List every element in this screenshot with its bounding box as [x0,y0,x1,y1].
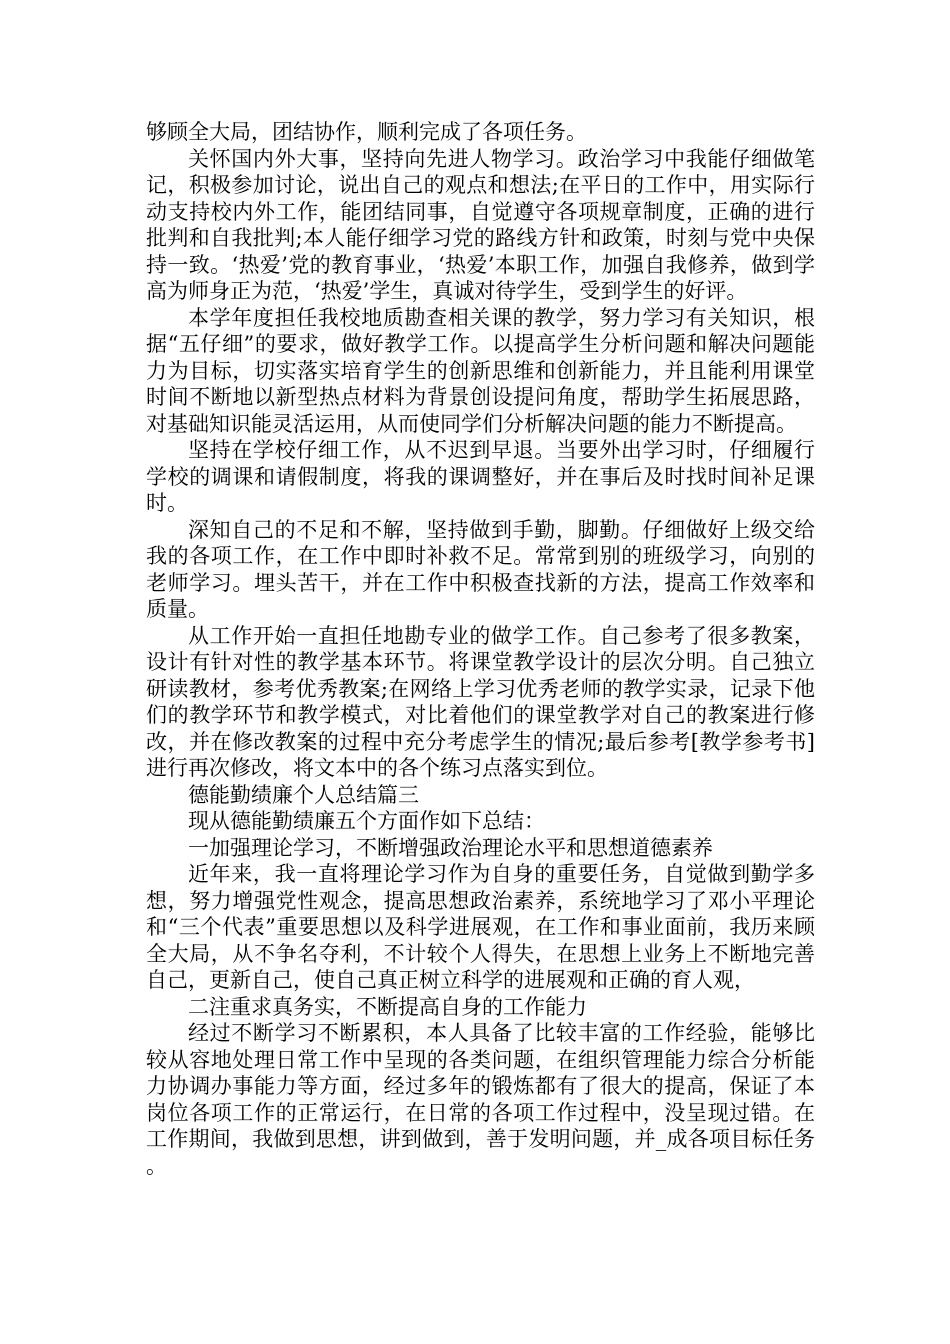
subsection-heading: 一加强理论学习，不断增强政治理论水平和思想道德素养 [188,835,713,860]
paragraph: 坚持在学校仔细工作，从不迟到早退。当要外出学习时，仔细履行学校的调课和请假制度，将我的课调整好，并在事后及时找时间补足课时。 [146,438,815,515]
paragraph: 近年来，我一直将理论学习作为自身的重要任务，自觉做到勤学多想，努力增强党性观念，提高思想政治素养，系统地学习了邓小平理论和“三个代表”重要思想以及科学进展观，在工作和事业面前，我历来顾全大局，从不争名夺利，不计较个人得失，在思想上业务上不断地完善自己，更新自己，使自己真正树立科学的进展观和正确的育人观， [146,862,815,992]
document-body [146,119,815,1179]
section-heading: 德能勤绩廉个人总结篇三 [188,782,419,807]
subsection-heading: 二注重求真务实，不断提高自身的工作能力 [188,994,587,1019]
paragraph: 够顾全大局，团结协作，顺利完成了各项任务。 [146,120,587,144]
paragraph: 关怀国内外大事，坚持向先进人物学习。政治学习中我能仔细做笔记，积极参加讨论，说出自己的观点和想法;在平日的工作中，用实际行动支持校内外工作，能团结同事，自觉遵守各项规章制度，正确的进行批判和自我批判;本人能仔细学习党的路线方针和政策，时刻与党中央保持一致。‘热爱’党的教育事业，‘热爱’本职工作，加强自我修养，做到学高为师身正为范，‘热爱’学生，真诚对待学生，受到学生的好评。 [146,146,815,303]
paragraph: 深知自己的不足和不解，坚持做到手勤，脚勤。仔细做好上级交给我的各项工作，在工作中即时补救不足。常常到别的班级学习，向别的老师学习。埋头苦干，并在工作中积极查找新的方法，提高工作效率和质量。 [146,517,815,621]
paragraph: 从工作开始一直担任地勘专业的做学工作。自己参考了很多教案，设计有针对性的教学基本环节。将课堂教学设计的层次分明。自己独立研读教材，参考优秀教案;在网络上学习优秀老师的教学实录，记录下他们的教学环节和教学模式，对比着他们的课堂教学对自己的教案进行修改，并在修改教案的过程中充分考虑学生的情况;最后参考[教学参考书]进行再次修改，将文本中的各个练习点落实到位。 [146,623,815,780]
paragraph: 经过不断学习不断累积，本人具备了比较丰富的工作经验，能够比较从容地处理日常工作中呈现的各类问题，在组织管理能力综合分析能力协调办事能力等方面，经过多年的锻炼都有了很大的提高，保证了本岗位各项工作的正常运行，在日常的各项工作过程中，没呈现过错。在工作期间，我做到思想，讲到做到，善于发明问题，并_成各项目标任务。 [146,1021,815,1178]
paragraph: 本学年度担任我校地质勘查相关课的教学，努力学习有关知识，根据“五仔细”的要求，做好教学工作。以提高学生分析问题和解决问题能力为目标，切实落实培育学生的创新思维和创新能力，并且能利用课堂时间不断地以新型热点材料为背景创设提问角度，帮助学生拓展思路，对基础知识能灵活运用，从而使同学们分析解决问题的能力不断提高。 [146,305,815,436]
paragraph: 现从德能勤绩廉五个方面作如下总结： [188,809,545,833]
